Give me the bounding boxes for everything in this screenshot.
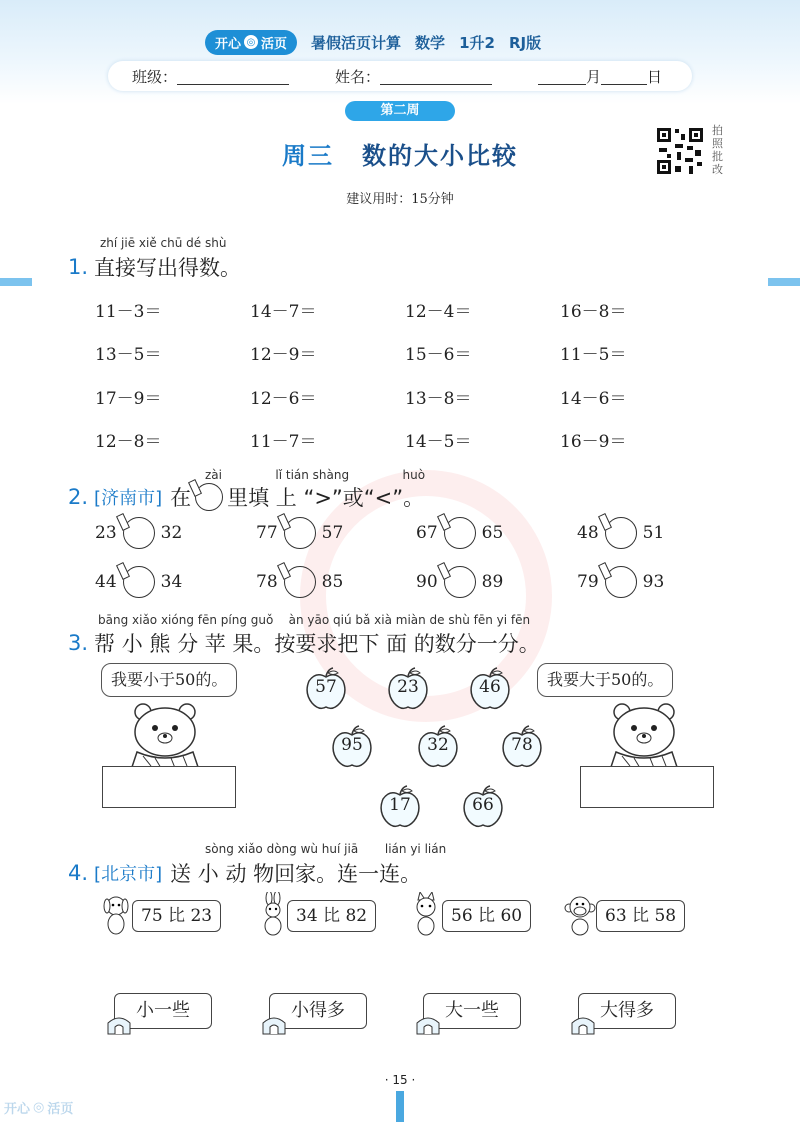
calc-item[interactable]: 13－8＝ [405,389,472,409]
q3-number: 3. [68,631,89,655]
grade: 1升2 [459,33,495,52]
cat-icon [410,892,442,936]
compare-item: 48 51 [577,517,664,549]
apple-item[interactable]: 57 [304,667,348,711]
house-card[interactable]: 大一些 [423,993,521,1029]
student-info-bar [108,61,692,91]
calc-item[interactable]: 15－6＝ [405,345,472,365]
footer-logo: 开心 ◎ 活页 [4,1100,74,1117]
calc-item[interactable]: 16－8＝ [560,302,627,322]
series-name: 暑假活页计算 [311,33,402,52]
q1-number: 1. [68,255,89,279]
compare-circle[interactable] [605,566,637,598]
doghouse-icon [106,1013,132,1035]
name-label: 姓名： [335,67,381,86]
calc-item[interactable]: 12－9＝ [250,345,317,365]
apple-item[interactable]: 32 [416,725,460,769]
calc-item[interactable]: 16－9＝ [560,432,627,452]
doghouse-icon [261,1013,287,1035]
q3-pinyin: bāng xiǎo xióng fēn píng guǒ àn yāo qiú bǎ xià miàn de shù fēn yi fēn [98,613,531,627]
calc-item[interactable]: 12－6＝ [250,389,317,409]
animal-card-dog[interactable]: 75 比 23 [132,900,221,932]
monkey-icon [564,892,596,936]
blank-circle-icon [195,483,223,511]
time-note: 建议用时：15分钟 [346,192,454,207]
compare-circle[interactable] [444,566,476,598]
right-bear-speech: 我要大于50的。 [537,663,673,697]
house-card[interactable]: 小一些 [114,993,212,1029]
compare-circle[interactable] [123,566,155,598]
pencil-icon [277,562,291,580]
title-topic: 数的大小比较 [362,142,518,170]
compare-item: 23 32 [95,517,182,549]
class-field[interactable] [177,68,289,85]
compare-circle[interactable] [444,517,476,549]
doghouse-icon [415,1013,441,1035]
calc-item[interactable]: 11－7＝ [250,432,317,452]
right-edge-tab [768,278,800,286]
house-card[interactable]: 大得多 [578,993,676,1029]
calc-item[interactable]: 14－5＝ [405,432,472,452]
calc-item[interactable]: 12－8＝ [95,432,162,452]
dog-icon [100,892,132,936]
scan-to-grade-note: 拍 照 批 改 [712,124,723,176]
qr-code-icon[interactable] [655,126,705,176]
class-label: 班级： [132,67,178,86]
calc-item[interactable]: 17－9＝ [95,389,162,409]
calc-item[interactable]: 11－5＝ [560,345,627,365]
q2-region-tag: [济南市] [94,488,163,509]
apple-item[interactable]: 78 [500,725,544,769]
logo-swirl-icon: ◎ [33,1100,45,1115]
q2-text-b: 里填 上 “>”或“<”。 [227,486,425,510]
calc-item[interactable]: 11－3＝ [95,302,162,322]
page-number: · 15 · [384,1073,416,1087]
calc-item[interactable]: 12－4＝ [405,302,472,322]
q4-heading [68,858,421,888]
bottom-marker [396,1091,404,1122]
day-field[interactable] [601,68,647,85]
q1-text: 直接写出得数。 [94,256,242,280]
apple-item[interactable]: 66 [461,785,505,829]
less-than-50-answer-box[interactable] [102,766,236,808]
bear-icon [604,700,684,770]
calc-item[interactable]: 14－6＝ [560,389,627,409]
calc-item[interactable]: 13－5＝ [95,345,162,365]
pencil-icon [598,513,612,531]
animal-card-monkey[interactable]: 63 比 58 [596,900,685,932]
compare-circle[interactable] [605,517,637,549]
q2-text-a: 在 [170,486,192,510]
subject: 数学 [415,33,446,52]
day-label: 日 [647,67,663,86]
apple-item[interactable]: 46 [468,667,512,711]
compare-circle[interactable] [284,566,316,598]
q4-number: 4. [68,861,89,885]
apple-item[interactable]: 95 [330,725,374,769]
compare-item: 78 85 [256,566,343,598]
week-badge: 第二周 [345,101,455,121]
house-card[interactable]: 小得多 [269,993,367,1029]
animal-card-rabbit[interactable]: 34 比 82 [287,900,376,932]
compare-item: 90 89 [416,566,503,598]
doghouse-icon [570,1013,596,1035]
q2-heading [68,482,424,512]
month-label: 月 [586,67,602,86]
animal-card-cat[interactable]: 56 比 60 [442,900,531,932]
left-edge-tab [0,278,32,286]
apple-item[interactable]: 17 [378,785,422,829]
compare-circle[interactable] [284,517,316,549]
q2-pinyin: zài lǐ tián shàng huò [205,468,426,482]
brand-bar [205,29,541,55]
q3-heading [68,628,540,658]
rabbit-icon [257,892,289,936]
q1-heading [68,252,241,282]
edition: RJ版 [508,33,542,52]
compare-circle[interactable] [123,517,155,549]
compare-item: 79 93 [577,566,664,598]
apple-item[interactable]: 23 [386,667,430,711]
q4-text: 送 小 动 物回家。连一连。 [170,862,422,886]
compare-item: 44 34 [95,566,182,598]
pencil-icon [116,562,130,580]
q2-number: 2. [68,485,89,509]
compare-item: 67 65 [416,517,503,549]
pencil-icon [598,562,612,580]
logo-swirl-icon: ◎ [244,35,258,49]
month-field[interactable] [538,68,586,85]
title-day: 周三 [282,142,334,170]
left-bear-speech: 我要小于50的。 [101,663,237,697]
pencil-icon [277,513,291,531]
q4-pinyin: sòng xiǎo dòng wù huí jiā lián yi lián [205,842,447,856]
brand-logo: 开心 ◎ 活页 [205,30,297,55]
q1-pinyin: zhí jiē xiě chū dé shù [100,236,227,250]
q3-text: 帮 小 熊 分 苹 果。按要求把下 面 的数分一分。 [94,632,540,656]
compare-item: 77 57 [256,517,343,549]
calc-item[interactable]: 14－7＝ [250,302,317,322]
q4-region-tag: [北京市] [94,864,163,885]
bear-icon [125,700,205,770]
pencil-icon [116,513,130,531]
name-field[interactable] [380,68,492,85]
greater-than-50-answer-box[interactable] [580,766,714,808]
